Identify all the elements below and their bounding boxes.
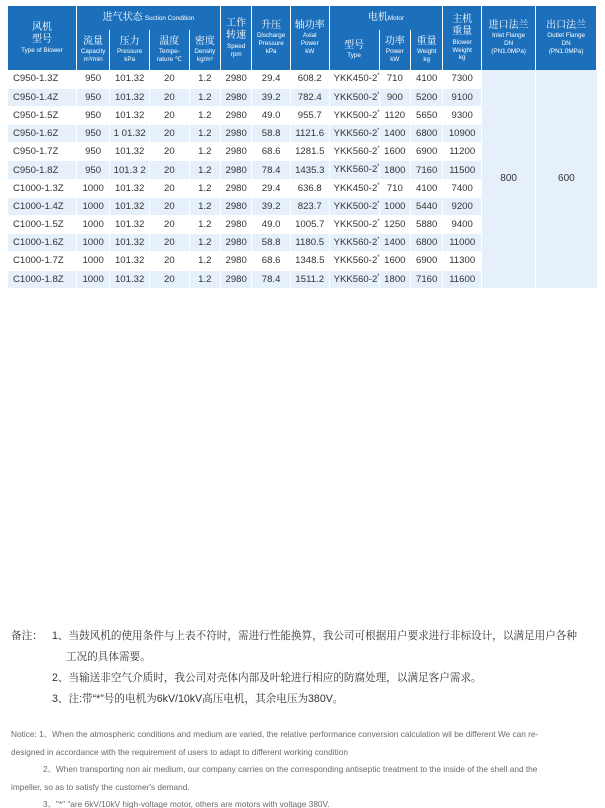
cell-axial-power: 608.2: [290, 70, 329, 88]
cell-density: 1.2: [189, 88, 220, 106]
notice-2-continued: impeller, so as to satisfy the customer's demand.: [11, 781, 190, 792]
cell-motor-power: 1800: [379, 270, 410, 288]
cell-axial-power: 1005.7: [290, 216, 329, 234]
cell-motor-weight: 6800: [410, 125, 442, 143]
cell-density: 1.2: [189, 252, 220, 270]
cell-pressure: 101.32: [110, 106, 150, 124]
cell-temperature: 20: [149, 161, 189, 179]
cell-density: 1.2: [189, 216, 220, 234]
cell-pressure: 101.32: [110, 270, 150, 288]
cell-blower-weight: 9100: [443, 88, 482, 106]
cell-motor-type: YKK560-2*: [329, 234, 379, 252]
cell-motor-weight: 5200: [410, 88, 442, 106]
cell-speed: 2980: [221, 252, 252, 270]
cell-blower-weight: 9200: [443, 197, 482, 215]
cell-capacity: 950: [76, 161, 109, 179]
cell-model: C950-1.7Z: [8, 143, 77, 161]
note-3: 3、注:带“*”号的电机为6kV/10kV高压电机，其余电压为380V。: [52, 693, 344, 705]
notes-chinese: [11, 626, 597, 710]
cell-blower-weight: 11500: [443, 161, 482, 179]
cell-model: C950-1.5Z: [8, 106, 77, 124]
cell-motor-type: YKK560-2*: [329, 270, 379, 288]
col-header-outlet-flange: 出口法兰 Outlet Flange DN (PN1.0MPa): [536, 6, 597, 70]
cell-temperature: 20: [149, 216, 189, 234]
cell-axial-power: 1180.5: [290, 234, 329, 252]
cell-density: 1.2: [189, 270, 220, 288]
table-body: [8, 70, 597, 288]
notice-1: 1、When the atmospheric conditions and medium are varied, the relative performance conversion calculation wil be different We can re-: [39, 729, 539, 739]
notice-3: 3、"*" "are 6kV/10kV high-voltage motor, others are motors with voltage 380V.: [43, 799, 330, 808]
cell-motor-power: 710: [379, 70, 410, 88]
cell-motor-power: 1600: [379, 252, 410, 270]
cell-density: 1.2: [189, 197, 220, 215]
cell-motor-power: 1000: [379, 197, 410, 215]
note-1-continued: 工况的具体需要。: [66, 651, 151, 663]
cell-model: C950-1.8Z: [8, 161, 77, 179]
cell-blower-weight: 7400: [443, 179, 482, 197]
col-header-density: 密度 Density kg/m³: [189, 30, 220, 70]
cell-temperature: 20: [149, 270, 189, 288]
cell-blower-weight: 11200: [443, 143, 482, 161]
cell-capacity: 950: [76, 106, 109, 124]
cell-motor-weight: 7160: [410, 270, 442, 288]
col-header-inlet-flange: 进口法兰 Inlet Flange DN (PN1.0MPa): [481, 6, 535, 70]
cell-axial-power: 955.7: [290, 106, 329, 124]
cell-motor-power: 710: [379, 179, 410, 197]
cell-motor-type: YKK450-2*: [329, 70, 379, 88]
cell-motor-type: YKK560-2*: [329, 143, 379, 161]
cell-temperature: 20: [149, 252, 189, 270]
notice-1-continued: designed in accordance with the requirement of users to adapt to different working condition: [11, 746, 348, 757]
col-header-capacity: 流量 Capacity m³/min: [76, 30, 109, 70]
notes-english: [11, 726, 597, 808]
cell-capacity: 950: [76, 125, 109, 143]
note-2: 2、当输送非空气介质时，我公司对壳体内部及叶轮进行相应的防腐处理，以满足客户需求。: [52, 672, 482, 684]
cell-motor-type: YKK500-2*: [329, 88, 379, 106]
cell-capacity: 1000: [76, 234, 109, 252]
col-header-discharge-pressure: 升压 Discharge Pressure kPa: [252, 6, 291, 70]
cell-motor-weight: 7160: [410, 161, 442, 179]
cell-motor-type: YKK500-2*: [329, 106, 379, 124]
cell-motor-weight: 6900: [410, 252, 442, 270]
cell-discharge-pressure: 29.4: [252, 70, 291, 88]
cell-discharge-pressure: 58.8: [252, 125, 291, 143]
cell-discharge-pressure: 68.6: [252, 143, 291, 161]
cell-density: 1.2: [189, 106, 220, 124]
cell-pressure: 101.32: [110, 179, 150, 197]
cell-model: C1000-1.3Z: [8, 179, 77, 197]
cell-pressure: 1 01.32: [110, 125, 150, 143]
cell-speed: 2980: [221, 179, 252, 197]
col-header-suction-condition: 进气状态 Suction Condition: [76, 6, 220, 30]
cell-speed: 2980: [221, 270, 252, 288]
cell-motor-weight: 5650: [410, 106, 442, 124]
cell-motor-power: 1120: [379, 106, 410, 124]
cell-blower-weight: 9300: [443, 106, 482, 124]
cell-density: 1.2: [189, 234, 220, 252]
notes-label: 备注：: [11, 630, 43, 642]
cell-capacity: 1000: [76, 216, 109, 234]
col-header-speed: 工作 转速 Speed rpm: [221, 6, 252, 70]
high-voltage-mark: *: [377, 109, 380, 116]
note-1: 1、当鼓风机的使用条件与上表不符时，需进行性能换算，我公司可根据用户要求进行非标设计，以满足用户各种: [52, 630, 577, 642]
cell-model: C1000-1.5Z: [8, 216, 77, 234]
cell-speed: 2980: [221, 197, 252, 215]
cell-temperature: 20: [149, 179, 189, 197]
cell-discharge-pressure: 49.0: [252, 106, 291, 124]
cell-axial-power: 1435.3: [290, 161, 329, 179]
cell-discharge-pressure: 78.4: [252, 270, 291, 288]
cell-blower-weight: 11300: [443, 252, 482, 270]
cell-pressure: 101.32: [110, 143, 150, 161]
cell-temperature: 20: [149, 234, 189, 252]
cell-motor-type: YKK500-2*: [329, 197, 379, 215]
cell-pressure: 101.32: [110, 216, 150, 234]
cell-pressure: 101.3 2: [110, 161, 150, 179]
high-voltage-mark: *: [377, 182, 380, 189]
cell-motor-type: YKK560-2*: [329, 125, 379, 143]
col-header-motor: 电机Motor: [329, 6, 443, 30]
cell-inlet-flange-dn: 800: [481, 70, 535, 288]
blower-spec-table: [7, 6, 597, 289]
cell-axial-power: 636.8: [290, 179, 329, 197]
col-header-motor-weight: 重量 Weight kg: [410, 30, 442, 70]
cell-speed: 2980: [221, 143, 252, 161]
cell-capacity: 1000: [76, 252, 109, 270]
cell-axial-power: 1348.5: [290, 252, 329, 270]
col-header-pressure: 压力 Pressure kPa: [110, 30, 150, 70]
cell-speed: 2980: [221, 106, 252, 124]
cell-motor-power: 1800: [379, 161, 410, 179]
cell-speed: 2980: [221, 70, 252, 88]
cell-axial-power: 823.7: [290, 197, 329, 215]
cell-density: 1.2: [189, 125, 220, 143]
col-header-blower-weight: 主机 重量 Blower Weight kg: [443, 6, 482, 70]
cell-density: 1.2: [189, 161, 220, 179]
cell-capacity: 950: [76, 70, 109, 88]
cell-model: C1000-1.7Z: [8, 252, 77, 270]
notice-2: 2、When transporting non air medium, our company carries on the corresponding antiseptic treatment to the inside of the shell and the: [43, 764, 538, 774]
cell-capacity: 950: [76, 88, 109, 106]
high-voltage-mark: *: [377, 273, 380, 280]
cell-discharge-pressure: 29.4: [252, 179, 291, 197]
cell-model: C950-1.4Z: [8, 88, 77, 106]
col-header-motor-power: 功率 Power kW: [379, 30, 410, 70]
cell-temperature: 20: [149, 197, 189, 215]
cell-motor-type: YKK450-2*: [329, 179, 379, 197]
cell-motor-power: 1400: [379, 234, 410, 252]
cell-axial-power: 1511.2: [290, 270, 329, 288]
cell-axial-power: 1121.6: [290, 125, 329, 143]
cell-motor-power: 1600: [379, 143, 410, 161]
cell-discharge-pressure: 39.2: [252, 197, 291, 215]
cell-density: 1.2: [189, 70, 220, 88]
cell-speed: 2980: [221, 88, 252, 106]
cell-blower-weight: 11600: [443, 270, 482, 288]
cell-motor-weight: 4100: [410, 70, 442, 88]
high-voltage-mark: *: [377, 128, 380, 135]
cell-model: C1000-1.8Z: [8, 270, 77, 288]
cell-capacity: 1000: [76, 270, 109, 288]
cell-motor-power: 900: [379, 88, 410, 106]
cell-model: C1000-1.4Z: [8, 197, 77, 215]
high-voltage-mark: *: [377, 255, 380, 262]
cell-temperature: 20: [149, 106, 189, 124]
cell-capacity: 950: [76, 143, 109, 161]
cell-pressure: 101.32: [110, 234, 150, 252]
cell-capacity: 1000: [76, 179, 109, 197]
high-voltage-mark: *: [377, 237, 380, 244]
cell-blower-weight: 7300: [443, 70, 482, 88]
table-row: [8, 70, 597, 88]
cell-density: 1.2: [189, 179, 220, 197]
high-voltage-mark: *: [377, 164, 380, 171]
cell-discharge-pressure: 58.8: [252, 234, 291, 252]
cell-motor-type: YKK560-2*: [329, 252, 379, 270]
high-voltage-mark: *: [377, 200, 380, 207]
col-header-temperature: 温度 Tempe- rature ℃: [149, 30, 189, 70]
col-header-blower-type: 风机 型号 Type of Blower: [8, 6, 77, 70]
cell-discharge-pressure: 68.6: [252, 252, 291, 270]
cell-outlet-flange-dn: 600: [536, 70, 597, 288]
cell-axial-power: 1281.5: [290, 143, 329, 161]
cell-motor-weight: 6900: [410, 143, 442, 161]
cell-discharge-pressure: 78.4: [252, 161, 291, 179]
cell-temperature: 20: [149, 143, 189, 161]
cell-discharge-pressure: 39.2: [252, 88, 291, 106]
cell-blower-weight: 10900: [443, 125, 482, 143]
cell-motor-type: YKK500-2*: [329, 216, 379, 234]
cell-motor-power: 1250: [379, 216, 410, 234]
cell-motor-type: YKK560-2*: [329, 161, 379, 179]
cell-blower-weight: 11000: [443, 234, 482, 252]
cell-pressure: 101.32: [110, 197, 150, 215]
high-voltage-mark: *: [377, 91, 380, 98]
cell-motor-weight: 5880: [410, 216, 442, 234]
cell-discharge-pressure: 49.0: [252, 216, 291, 234]
high-voltage-mark: *: [377, 219, 380, 225]
cell-temperature: 20: [149, 125, 189, 143]
cell-pressure: 101.32: [110, 252, 150, 270]
cell-model: C950-1.6Z: [8, 125, 77, 143]
cell-speed: 2980: [221, 234, 252, 252]
cell-axial-power: 782.4: [290, 88, 329, 106]
cell-motor-power: 1400: [379, 125, 410, 143]
high-voltage-mark: *: [377, 73, 380, 80]
cell-blower-weight: 9400: [443, 216, 482, 234]
cell-temperature: 20: [149, 88, 189, 106]
cell-capacity: 1000: [76, 197, 109, 215]
high-voltage-mark: *: [377, 146, 380, 153]
cell-motor-weight: 5440: [410, 197, 442, 215]
cell-model: C1000-1.6Z: [8, 234, 77, 252]
col-header-axial-power: 轴功率 Axial Power kW: [290, 6, 329, 70]
cell-density: 1.2: [189, 143, 220, 161]
cell-speed: 2980: [221, 161, 252, 179]
cell-pressure: 101.32: [110, 70, 150, 88]
cell-pressure: 101.32: [110, 88, 150, 106]
notice-label: Notice:: [11, 729, 37, 739]
cell-speed: 2980: [221, 125, 252, 143]
cell-model: C950-1.3Z: [8, 70, 77, 88]
cell-speed: 2980: [221, 216, 252, 234]
cell-temperature: 20: [149, 70, 189, 88]
cell-motor-weight: 6800: [410, 234, 442, 252]
cell-motor-weight: 4100: [410, 179, 442, 197]
col-header-motor-type: 型号 Type: [329, 30, 379, 70]
